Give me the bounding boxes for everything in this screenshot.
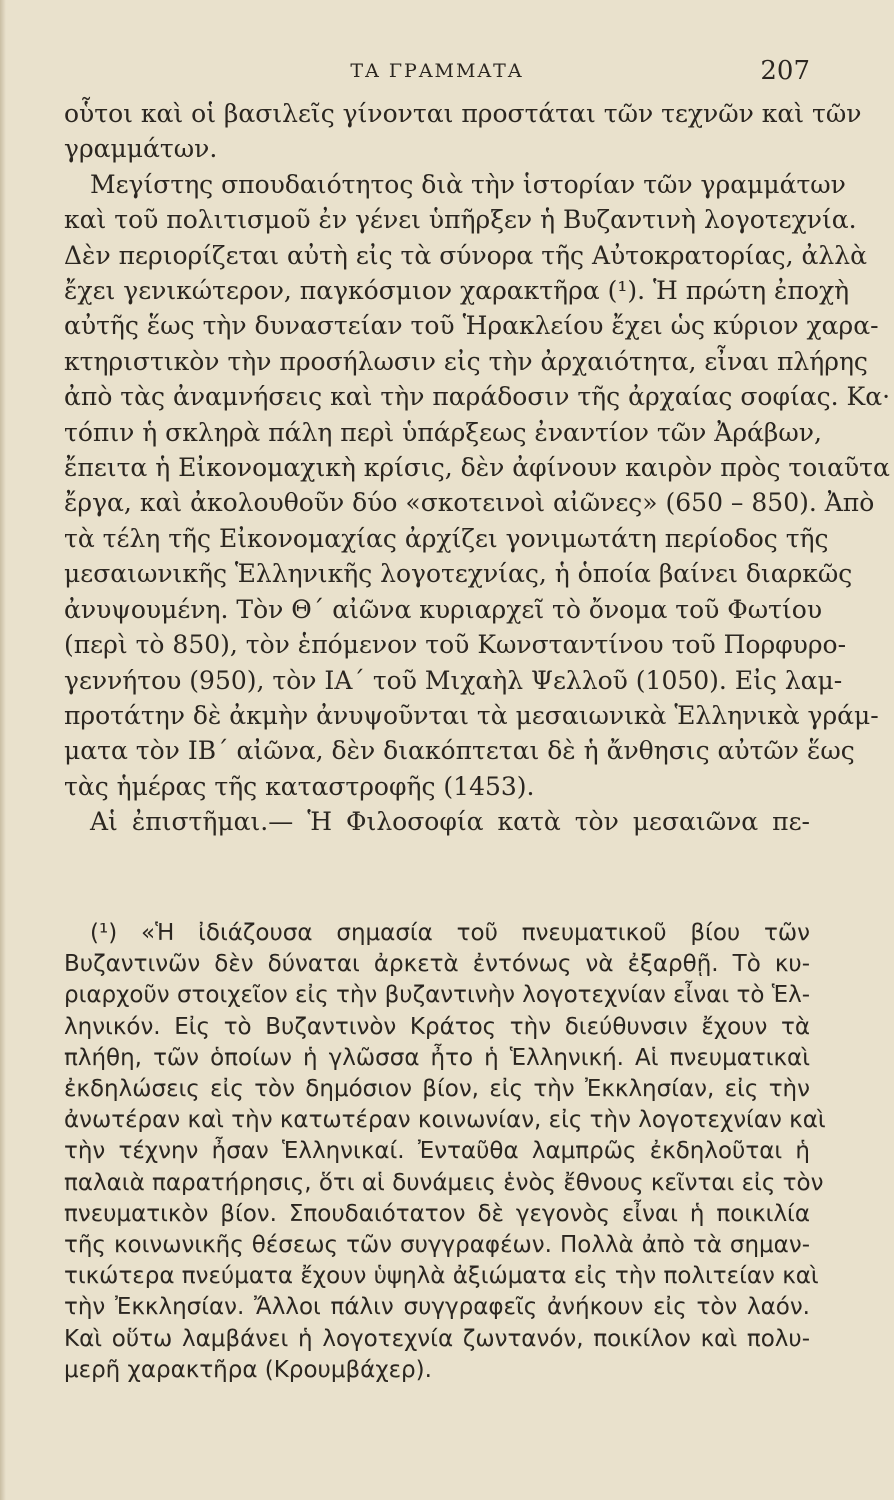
text-line: τὰ τέλη τῆς Εἰκονομαχίας ἀρχίζει γονιμωτάτη περίοδος τῆς bbox=[64, 523, 829, 553]
page-spine-shadow bbox=[0, 0, 6, 1500]
footnote-line: μερῆ χαρακτῆρα (Κρουμβάχερ). bbox=[64, 1356, 432, 1383]
footnote-line: Καὶ οὕτω λαμβάνει ἡ λογοτεχνία ζωντανόν, ποικίλον καὶ πολυ- bbox=[64, 1325, 810, 1352]
footnote bbox=[64, 918, 826, 1386]
text-line: ματα τὸν ΙΒ΄ αἰῶνα, δὲν διακόπτεται δὲ ἡ ἄνθησις αὐτῶν ἕως bbox=[64, 736, 855, 766]
text-line: (περὶ τὸ 850), τὸν ἑπόμενον τοῦ Κωνσταντίνου τοῦ Πορφυρο- bbox=[64, 630, 847, 660]
footnote-line: ριαρχοῦν στοιχεῖον εἰς τὴν βυζαντινὴν λογοτεχνίαν εἶναι τὸ Ἑλ- bbox=[64, 982, 810, 1009]
text-line: αὐτῆς ἕως τὴν δυναστείαν τοῦ Ἡρακλείου ἔχει ὡς κύριον χαρα- bbox=[64, 311, 879, 341]
footnote-line: τῆς κοινωνικῆς θέσεως τῶν συγγραφέων. Πολλὰ ἀπὸ τὰ σημαν- bbox=[64, 1232, 810, 1259]
text-line: οὗτοι καὶ οἱ βασιλεῖς γίνονται προστάται τῶν τεχνῶν καὶ τῶν bbox=[64, 99, 862, 128]
section-heading-line: Αἱ ἐπιστῆμαι.— Ἡ Φιλοσοφία κατὰ τὸν μεσαιῶνα πε- bbox=[90, 807, 810, 837]
footnote-line: τὴν Ἐκκλησίαν. Ἄλλοι πάλιν συγγραφεῖς ἀνήκουν εἰς τὸν λαόν. bbox=[64, 1294, 810, 1321]
footnote-line: ἀνωτέραν καὶ τὴν κατωτέραν κοινωνίαν, εἰς τὴν λογοτεχνίαν καὶ bbox=[64, 1107, 826, 1134]
text-line: Δὲν περιορίζεται αὐτὴ εἰς τὰ σύνορα τῆς Αὐτοκρατορίας, ἀλλὰ bbox=[64, 240, 867, 270]
footnote-line: πνευματικὸν βίον. Σπουδαιότατον δὲ γεγονὸς εἶναι ἡ ποικιλία bbox=[64, 1200, 810, 1227]
text-line: ἀπὸ τὰς ἀναμνήσεις καὶ τὴν παράδοσιν τῆς ἀρχαίας σοφίας. Κα· bbox=[64, 382, 891, 412]
text-line: τόπιν ἡ σκληρὰ πάλη περὶ ὑπάρξεως ἐναντίον τῶν Ἀράβων, bbox=[64, 417, 822, 447]
text-line: ἔχει γενικώτερον, παγκόσμιον χαρακτῆρα (¹). Ἡ πρώτη ἐποχὴ bbox=[64, 276, 850, 306]
text-line: καὶ τοῦ πολιτισμοῦ ἐν γένει ὑπῆρξεν ἡ Βυζαντινὴ λογοτεχνία. bbox=[64, 205, 857, 235]
text-line: κτηριστικὸν τὴν προσήλωσιν εἰς τὴν ἀρχαιότητα, εἶναι πλήρης bbox=[64, 346, 868, 376]
footnote-line: τὴν τέχνην ἦσαν Ἑλληνικαί. Ἐνταῦθα λαμπρῶς ἐκδηλοῦται ἡ bbox=[64, 1138, 810, 1165]
text-line: ἀνυψουμένη. Τὸν Θ΄ αἰῶνα κυριαρχεῖ τὸ ὄνομα τοῦ Φωτίου bbox=[64, 594, 823, 624]
main-text bbox=[64, 96, 891, 840]
text-line: τὰς ἡμέρας τῆς καταστροφῆς (1453). bbox=[64, 771, 535, 801]
text-line: γραμμάτων. bbox=[64, 134, 218, 164]
footnote-line: ἐκδηλώσεις εἰς τὸν δημόσιον βίον, εἰς τὴν Ἐκκλησίαν, εἰς τὴν bbox=[64, 1076, 810, 1103]
text-line: ἔπειτα ἡ Εἰκονομαχικὴ κρίσις, δὲν ἀφίνουν καιρὸν πρὸς τοιαῦτα bbox=[64, 453, 890, 483]
footnote-line: (¹) «Ἡ ἰδιάζουσα σημασία τοῦ πνευματικοῦ βίου τῶν bbox=[90, 920, 810, 946]
footnote-line: Βυζαντινῶν δὲν δύναται ἀρκετὰ ἐντόνως νὰ ἐξαρθῇ. Τὸ κυ- bbox=[64, 951, 810, 978]
footnote-line: τικώτερα πνεύματα ἔχουν ὑψηλὰ ἀξιώματα εἰς τὴν πολιτείαν καὶ bbox=[64, 1263, 819, 1290]
page-number: 207 bbox=[760, 56, 810, 86]
text-line: Μεγίστης σπουδαιότητος διὰ τὴν ἱστορίαν τῶν γραμμάτων bbox=[90, 169, 846, 199]
page-header bbox=[64, 56, 810, 90]
text-line: ἔργα, καὶ ἀκολουθοῦν δύο «σκοτεινοὶ αἰῶνες» (650 – 850). Ἀπὸ bbox=[64, 488, 875, 518]
footnote-line: πλήθη, τῶν ὁποίων ἡ γλῶσσα ἦτο ἡ Ἑλληνική. Αἱ πνευματικαὶ bbox=[64, 1044, 810, 1071]
footnote-line: ληνικόν. Εἰς τὸ Βυζαντινὸν Κράτος τὴν διεύθυνσιν ἔχουν τὰ bbox=[64, 1013, 810, 1040]
text-line: γεννήτου (950), τὸν ΙΑ΄ τοῦ Μιχαὴλ Ψελλοῦ (1050). Εἰς λαμ- bbox=[64, 665, 843, 695]
text-line: μεσαιωνικῆς Ἑλληνικῆς λογοτεχνίας, ἡ ὁποία βαίνει διαρκῶς bbox=[64, 559, 853, 589]
text-line: προτάτην δὲ ἀκμὴν ἀνυψοῦνται τὰ μεσαιωνικὰ Ἑλληνικὰ γράμ- bbox=[64, 700, 879, 730]
running-title: ΤΑ ΓΡΑΜΜΑΤΑ bbox=[350, 60, 524, 82]
footnote-line: παλαιὰ παρατήρησις, ὅτι αἱ δυνάμεις ἑνὸς ἔθνους κεῖνται εἰς τὸν bbox=[64, 1169, 824, 1196]
